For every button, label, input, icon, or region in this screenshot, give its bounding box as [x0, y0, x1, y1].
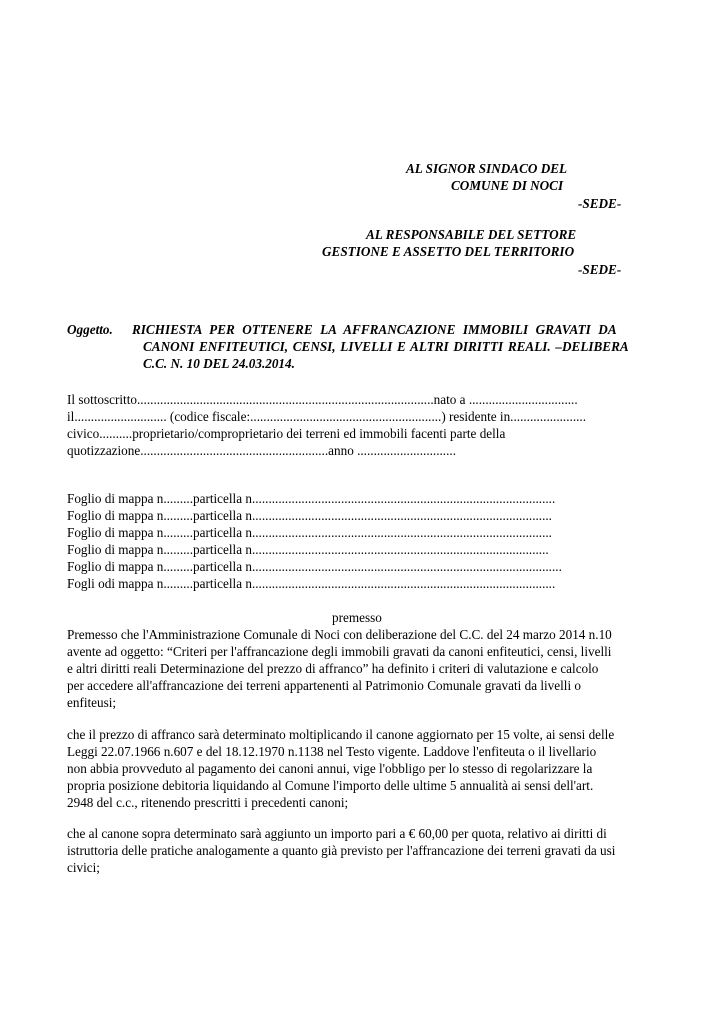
addressee-manager-line3: -SEDE- [578, 262, 622, 277]
declarant-line: il............................ (codice fiscale:..........................................................) residente in....................... [67, 409, 587, 424]
premesso-paragraph-1 [67, 626, 667, 711]
parcels-block [67, 490, 667, 592]
paragraph-line: per accedere all'affrancazione dei terreni appartenenti al Patrimonio Comunale gravati da livelli o [67, 678, 582, 693]
paragraph-line: propria posizione debitoria liquidando al Comune l'importo delle ultime 5 annualità ai sensi dell'art. [67, 778, 594, 793]
subject-label: Oggetto. [67, 322, 113, 337]
paragraph-line: civici; [67, 860, 100, 875]
declarant-line: civico..........proprietario/comproprietario dei terreni ed immobili facenti parte della [67, 426, 506, 441]
subject-text [132, 321, 658, 372]
premesso-paragraph-3 [67, 825, 667, 876]
addressee-manager-line2: GESTIONE E ASSETTO DEL TERRITORIO [322, 244, 575, 259]
parcel-line: Foglio di mappa n.........particella n........................................................................................... [67, 508, 552, 523]
addressee-mayor-line2: COMUNE DI NOCI [451, 178, 564, 193]
paragraph-line: e altri diritti reali Determinazione del prezzo di affranco” ha definito i criteri di valutazione e calcolo [67, 661, 599, 676]
premesso-paragraph-2 [67, 726, 667, 811]
addressee-manager-line1: AL RESPONSABILE DEL SETTORE [366, 227, 577, 242]
subject-line [132, 338, 658, 355]
addressee-mayor-line3: -SEDE- [578, 196, 622, 211]
paragraph-line: 2948 del c.c., ritenendo prescritti i precedenti canoni; [67, 795, 349, 810]
paragraph-line: Premesso che l'Amministrazione Comunale di Noci con deliberazione del C.C. del 24 marzo 2014 n.10 [67, 627, 612, 642]
addressee-mayor-line1: AL SIGNOR SINDACO DEL [406, 161, 568, 176]
declarant-block [67, 391, 667, 459]
paragraph-line: istruttoria delle pratiche analogamente a quanto già previsto per l'affrancazione dei terreni gravati da usi [67, 843, 616, 858]
parcel-line: Fogli odi mappa n.........particella n............................................................................................ [67, 576, 556, 591]
subject-line-text: RICHIESTA PER OTTENERE LA AFFRANCAZIONE IMMOBILI GRAVATI DA [132, 322, 617, 337]
parcel-line: Foglio di mappa n.........particella n........................................................................................... [67, 525, 552, 540]
parcel-line: Foglio di mappa n.........particella n.......................................................................................... [67, 542, 549, 557]
paragraph-line: che al canone sopra determinato sarà aggiunto un importo pari a € 60,00 per quota, relativo ai diritti di [67, 826, 607, 841]
paragraph-line: Leggi 22.07.1966 n.607 e del 18.12.1970 n.1138 nel Testo vigente. Laddove l'enfiteuta o il livellario [67, 744, 597, 759]
parcel-line: Foglio di mappa n.........particella n............................................................................................ [67, 491, 556, 506]
subject-line [132, 355, 658, 372]
paragraph-line: avente ad oggetto: “Criteri per l'affrancazione degli immobili gravati da canoni enfiteutici, censi, livelli [67, 644, 612, 659]
paragraph-line: non abbia provveduto al pagamento dei canoni annui, vige l'obbligo per lo stesso di regolarizzare la [67, 761, 593, 776]
subject-line [132, 321, 658, 338]
declarant-line: Il sottoscritto..........................................................................................nato a ................................. [67, 392, 578, 407]
subject-line-text: C.C. N. 10 DEL 24.03.2014. [143, 356, 295, 371]
subject-line-text: CANONI ENFITEUTICI, CENSI, LIVELLI E ALTRI DIRITTI REALI. –DELIBERA [143, 339, 629, 354]
declarant-line: quotizzazione.........................................................anno .............................. [67, 443, 456, 458]
parcel-line: Foglio di mappa n.........particella n.............................................................................................. [67, 559, 562, 574]
paragraph-line: enfiteusi; [67, 695, 117, 710]
premesso-heading: premesso [332, 610, 382, 625]
paragraph-line: che il prezzo di affranco sarà determinato moltiplicando il canone aggiornato per 15 volte, ai sensi delle [67, 727, 615, 742]
